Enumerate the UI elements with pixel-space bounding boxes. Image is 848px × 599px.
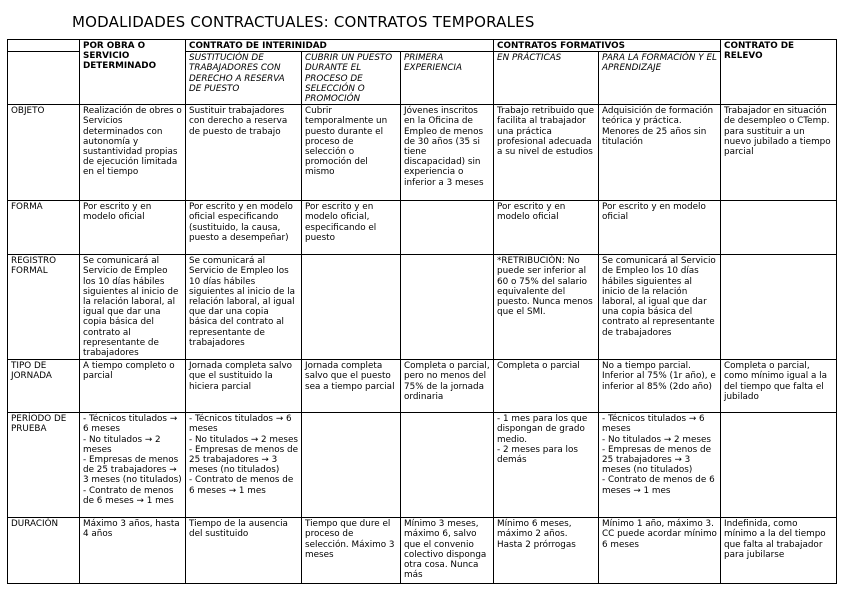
cell-obra: Se comunicará al Servicio de Empleo los 10 días hábiles siguientes al inicio de la relación laboral, al igual que dar una copia básica del contrato al representante de trabajadores xyxy=(80,255,186,360)
cell-formacion: Mínimo 1 año, máximo 3. CC puede acordar mínimo 6 meses xyxy=(599,518,721,584)
cell-cubrir: Cubrir temporalmente un puesto durante el proceso de selección o promoción del mismo xyxy=(302,105,401,201)
cell-practicas: Mínimo 6 meses, máximo 2 años. Hasta 2 prórrogas xyxy=(494,518,599,584)
cell-cubrir: Tiempo que dure el proceso de selección. Máximo 3 meses xyxy=(302,518,401,584)
cell-practicas: Trabajo retribuido que facilita al trabajador una práctica profesional adecuada a su nivel de estudios xyxy=(494,105,599,201)
header-row xyxy=(8,40,837,52)
cell-formacion: Adquisición de formación teórica y práctica. Menores de 25 años sin titulación xyxy=(599,105,721,201)
cell-cubrir xyxy=(302,413,401,518)
row-forma xyxy=(8,201,837,255)
cell-sustitucion: Se comunicará al Servicio de Empleo los 10 días hábiles siguientes al inicio de la relación laboral, al igual que dar una copia básica del contrato al representante de trabajadores xyxy=(186,255,302,360)
row-label: PERÍODO DE PRUEBA xyxy=(8,413,80,518)
row-label: DURACIÓN xyxy=(8,518,80,584)
cell-practicas: Por escrito y en modelo oficial xyxy=(494,201,599,255)
cell-relevo xyxy=(721,413,837,518)
row-label: OBJETO xyxy=(8,105,80,201)
cell-practicas: Completa o parcial xyxy=(494,360,599,413)
cell-cubrir: Jornada completa salvo que el puesto sea a tiempo parcial xyxy=(302,360,401,413)
cell-sustitucion: Jornada completa salvo que el sustituido la hiciera parcial xyxy=(186,360,302,413)
row-label: FORMA xyxy=(8,201,80,255)
subheader-sustitucion: SUSTITUCIÓN DE TRABAJADORES CON DERECHO A RESERVA DE PUESTO xyxy=(186,52,302,105)
page-title: MODALIDADES CONTRACTUALES: CONTRATOS TEMPORALES xyxy=(72,13,535,31)
cell-relevo: Indefinida, como mínimo a la del tiempo que falta al trabajador para jubilarse xyxy=(721,518,837,584)
cell-primera xyxy=(401,413,494,518)
row-objeto xyxy=(8,105,837,201)
cell-practicas: - 1 mes para los que dispongan de grado medio. - 2 meses para los demás xyxy=(494,413,599,518)
cell-primera: Mínimo 3 meses, máximo 6, salvo que el convenio colectivo disponga otra cosa. Nunca más xyxy=(401,518,494,584)
cell-primera xyxy=(401,201,494,255)
header-obra: POR OBRA O SERVICIO DETERMINADO xyxy=(80,40,186,105)
cell-relevo xyxy=(721,201,837,255)
header-relevo: CONTRATO DE RELEVO xyxy=(721,40,837,105)
cell-obra: Máximo 3 años, hasta 4 años xyxy=(80,518,186,584)
cell-formacion: - Técnicos titulados → 6 meses - No titulados → 2 meses - Empresas de menos de 25 trabajadores → 3 meses (no titulados) - Contrato de menos de 6 meses → 1 mes xyxy=(599,413,721,518)
cell-obra: A tiempo completo o parcial xyxy=(80,360,186,413)
contracts-table xyxy=(7,39,837,584)
subheader-primera: PRIMERA EXPERIENCIA xyxy=(401,52,494,105)
cell-sustitucion: Por escrito y en modelo oficial especificando (sustituido, la causa, puesto a desempeñar) xyxy=(186,201,302,255)
subheader-cubrir: CUBRIR UN PUESTO DURANTE EL PROCESO DE SELECCIÓN O PROMOCIÓN xyxy=(302,52,401,105)
cell-primera: Jóvenes inscritos en la Oficina de Empleo de menos de 30 años (35 si tiene discapacidad) sin experiencia o inferior a 3 meses xyxy=(401,105,494,201)
header-interinidad: CONTRATO DE INTERINIDAD xyxy=(186,40,494,52)
cell-sustitucion: Sustituir trabajadores con derecho a reserva de puesto de trabajo xyxy=(186,105,302,201)
cell-cubrir xyxy=(302,255,401,360)
cell-obra: - Técnicos titulados → 6 meses - No titulados → 2 meses - Empresas de menos de 25 trabajadores → 3 meses (no titulados) - Contrato de menos de 6 meses → 1 mes xyxy=(80,413,186,518)
row-jornada xyxy=(8,360,837,413)
cell-formacion: Se comunicará al Servicio de Empleo los 10 días hábiles siguientes al inicio de la relación laboral, al igual que dar una copia básica del contrato al representante de trabajadores xyxy=(599,255,721,360)
row-prueba xyxy=(8,413,837,518)
row-label: TIPO DE JORNADA xyxy=(8,360,80,413)
cell-obra: Realización de obres o Servicios determinados con autonomía y sustantividad propias de ejecución limitada en el tiempo xyxy=(80,105,186,201)
cell-obra: Por escrito y en modelo oficial xyxy=(80,201,186,255)
cell-formacion: No a tiempo parcial. Inferior al 75% (1r año), e inferior al 85% (2do año) xyxy=(599,360,721,413)
cell-sustitucion: - Técnicos titulados → 6 meses - No titulados → 2 meses - Empresas de menos de 25 trabajadores → 3 meses (no titulados) - Contrato de menos de 6 meses → 1 mes xyxy=(186,413,302,518)
row-duracion xyxy=(8,518,837,584)
header-formativos: CONTRATOS FORMATIVOS xyxy=(494,40,721,52)
row-registro xyxy=(8,255,837,360)
cell-formacion: Por escrito y en modelo oficial xyxy=(599,201,721,255)
cell-relevo xyxy=(721,255,837,360)
cell-primera: Completa o parcial, pero no menos del 75% de la jornada ordinaria xyxy=(401,360,494,413)
subheader-practicas: EN PRÁCTICAS xyxy=(494,52,599,105)
header-corner xyxy=(8,40,80,52)
cell-cubrir: Por escrito y en modelo oficial, especificando el puesto xyxy=(302,201,401,255)
subheader-corner xyxy=(8,52,80,105)
cell-relevo: Completa o parcial, como mínimo igual a la del tiempo que falta el jubilado xyxy=(721,360,837,413)
subheader-formacion: PARA LA FORMACIÓN Y EL APRENDIZAJE xyxy=(599,52,721,105)
cell-primera xyxy=(401,255,494,360)
row-label: REGISTRO FORMAL xyxy=(8,255,80,360)
cell-practicas: *RETRIBUCIÓN: No puede ser inferior al 60 o 75% del salario equivalente del puesto. Nunca menos que el SMI. xyxy=(494,255,599,360)
cell-sustitucion: Tiempo de la ausencia del sustituido xyxy=(186,518,302,584)
cell-relevo: Trabajador en situación de desempleo o CTemp. para sustituir a un nuevo jubilado a tiempo parcial xyxy=(721,105,837,201)
